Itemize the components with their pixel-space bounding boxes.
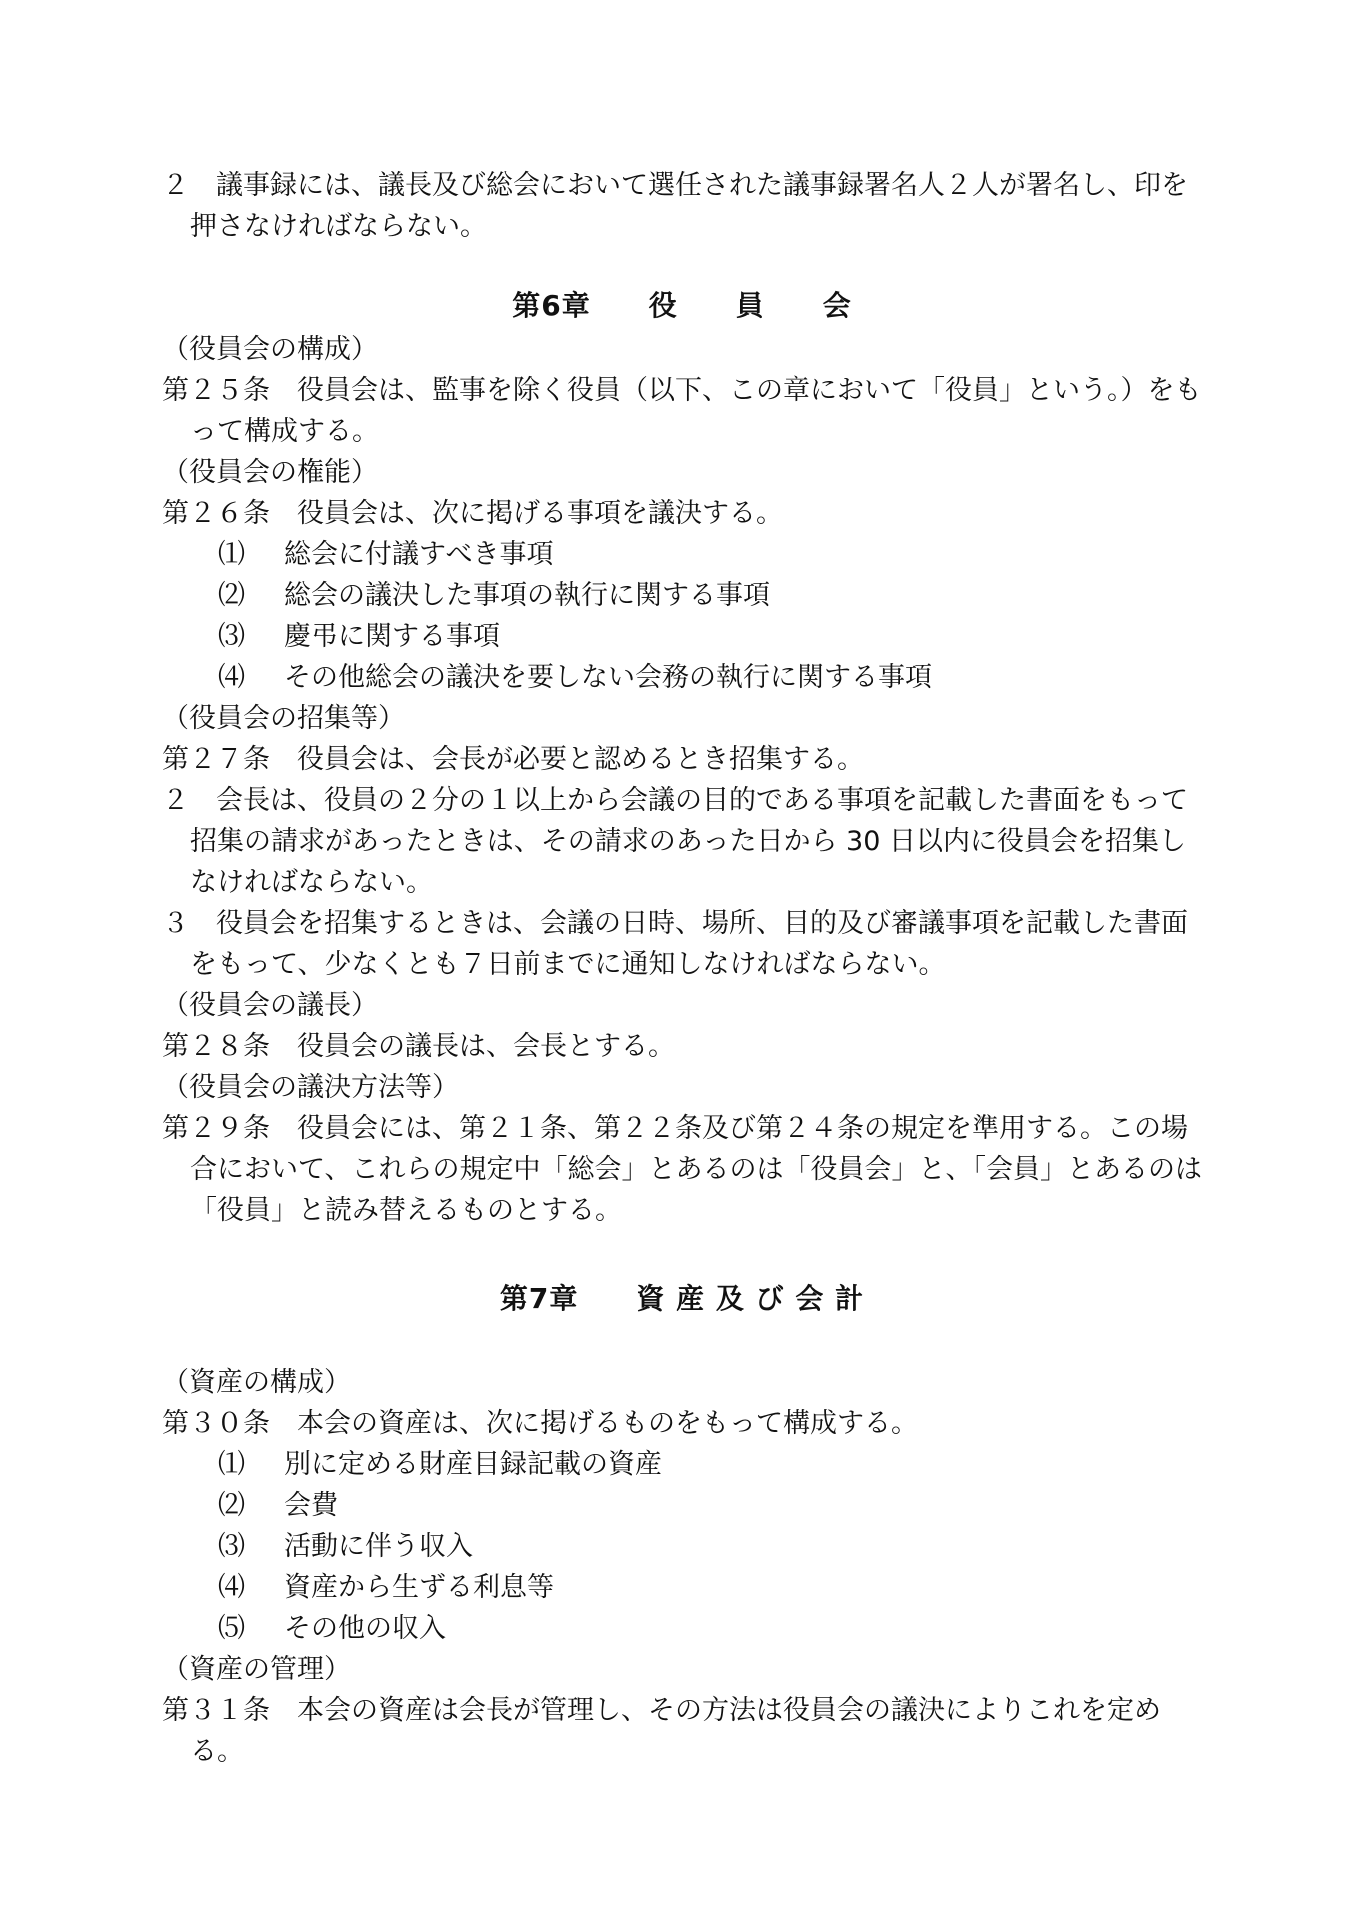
item-number: ⑶: [218, 621, 245, 652]
item-text: 別に定める財産目録記載の資産: [284, 1449, 662, 1480]
article-30-item: [162, 1567, 1202, 1608]
article-30-item: [162, 1485, 1202, 1526]
item-number: ⑶: [218, 1531, 245, 1562]
item-number: ⑷: [218, 662, 245, 693]
article-31-caption: （資産の管理）: [162, 1654, 351, 1685]
item-text: 会費: [284, 1490, 338, 1521]
article-30-item: [162, 1444, 1202, 1485]
item-text: その他の収入: [284, 1613, 446, 1644]
item-text: 資産から生ずる利息等: [284, 1572, 554, 1603]
item-number: ⑸: [218, 1613, 245, 1644]
item-text: その他総会の議決を要しない会務の執行に関する事項: [284, 662, 932, 693]
article-31-text: 第３１条 本会の資産は会長が管理し、その方法は役員会の議決によりこれを定める。: [162, 1695, 1161, 1767]
article-27-paragraph-2: ２ 会長は、役員の２分の１以上から会議の目的である事項を記載した書面をもって招集の請求があったときは、その請求のあった日から 30 日以内に役員会を招集しなければならない。: [162, 785, 1188, 898]
item-number: ⑷: [218, 1572, 245, 1603]
chapter-7-heading: 第7章 資 産 及 び 会 計: [499, 1282, 865, 1315]
article-27-paragraph-3: ３ 役員会を招集するときは、会議の日時、場所、目的及び審議事項を記載した書面をもって、少なくとも７日前までに通知しなければならない。: [162, 908, 1188, 980]
minutes-signature-paragraph: [162, 165, 1202, 247]
article-30-item: [162, 1526, 1202, 1567]
article-26-item: [162, 534, 1202, 575]
item-number: ⑴: [218, 539, 245, 570]
article-26-item: [162, 616, 1202, 657]
article-26-text: 第２６条 役員会は、次に掲げる事項を議決する。: [162, 498, 783, 529]
paragraph-text: ２ 議事録には、議長及び総会において選任された議事録署名人２人が署名し、印を押さなければならない。: [162, 170, 1188, 242]
article-26-caption: （役員会の権能）: [162, 457, 378, 488]
item-number: ⑵: [218, 580, 245, 611]
article-28-text: 第２８条 役員会の議長は、会長とする。: [162, 1031, 675, 1062]
item-text: 総会に付議すべき事項: [284, 539, 554, 570]
article-27-text: 第２７条 役員会は、会長が必要と認めるとき招集する。: [162, 744, 864, 775]
chapter-6-body: [162, 329, 1202, 1231]
article-30-item: [162, 1608, 1202, 1649]
article-25-text: 第２５条 役員会は、監事を除く役員（以下、この章において「役員」という。）をもって構成する。: [162, 375, 1202, 447]
item-text: 総会の議決した事項の執行に関する事項: [284, 580, 770, 611]
article-27-caption: （役員会の招集等）: [162, 703, 405, 734]
article-26-item: [162, 575, 1202, 616]
chapter-7-body: [162, 1362, 1202, 1772]
item-number: ⑵: [218, 1490, 245, 1521]
article-30-caption: （資産の構成）: [162, 1367, 351, 1398]
article-29-text: 第２９条 役員会には、第２１条、第２２条及び第２４条の規定を準用する。この場合において、これらの規定中「総会」とあるのは「役員会」と、「会員」とあるのは「役員」と読み替えるものとする。: [162, 1113, 1202, 1226]
article-28-caption: （役員会の議長）: [162, 990, 378, 1021]
article-25-caption: （役員会の構成）: [162, 334, 378, 365]
item-text: 活動に伴う収入: [284, 1531, 473, 1562]
article-30-text: 第３０条 本会の資産は、次に掲げるものをもって構成する。: [162, 1408, 918, 1439]
chapter-6-heading: 第6章 役 員 会: [512, 289, 852, 322]
item-number: ⑴: [218, 1449, 245, 1480]
article-26-item: [162, 657, 1202, 698]
article-29-caption: （役員会の議決方法等）: [162, 1072, 459, 1103]
item-text: 慶弔に関する事項: [284, 621, 500, 652]
